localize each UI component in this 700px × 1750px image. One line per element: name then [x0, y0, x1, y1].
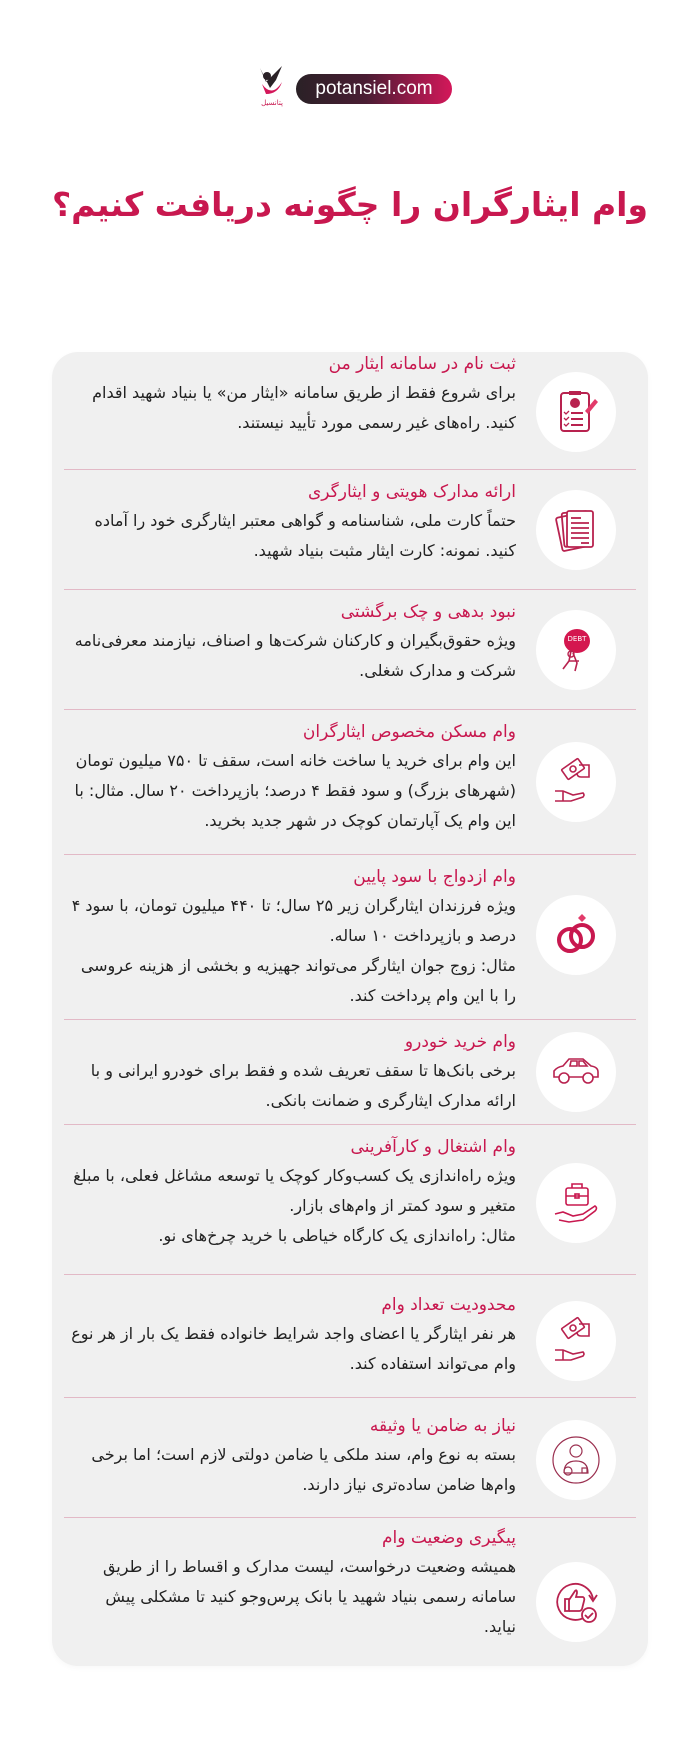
item-title: نیاز به ضامن یا وثیقه — [369, 1416, 516, 1436]
list-item-housing-loan — [52, 710, 648, 855]
list-item-guarantor — [52, 1398, 648, 1518]
loan-steps-card — [52, 352, 648, 1666]
item-title: وام ازدواج با سود پایین — [353, 867, 516, 887]
guarantor-person-icon — [536, 1420, 616, 1500]
item-title: نبود بدهی و چک برگشتی — [340, 602, 516, 622]
item-example: مثال: زوج جوان ایثارگر می‌تواند جهیزیه و بخشی از هزینه عروسی را با این وام پرداخت کند. — [80, 956, 516, 1005]
documents-icon — [536, 490, 616, 570]
brand-header — [0, 62, 700, 112]
potansiel-logo-icon — [252, 64, 292, 108]
list-item-car-loan — [52, 1020, 648, 1125]
list-item-no-debt — [52, 590, 648, 710]
item-title: ثبت نام در سامانه ایثار من — [328, 354, 516, 374]
svg-text:پتانسیل: پتانسیل — [261, 99, 283, 107]
item-title: وام مسکن مخصوص ایثارگران — [302, 722, 516, 742]
item-body: هر نفر ایثارگر یا اعضای واجد شرایط خانواده فقط یک بار از هر نوع وام می‌تواند استفاده کند. — [71, 1324, 516, 1373]
item-example: مثال: راه‌اندازی یک کارگاه خیاطی با خرید چرخ‌های نو. — [158, 1226, 516, 1245]
item-body: ویژه راه‌اندازی یک کسب‌وکار کوچک یا توسعه مشاغل فعلی، با مبلغ متغیر و سود کمتر از وام‌های بازار. — [73, 1166, 516, 1215]
item-title: وام خرید خودرو — [404, 1032, 516, 1052]
site-url-badge[interactable]: potansiel.com — [296, 74, 452, 104]
briefcase-hand-icon — [536, 1163, 616, 1243]
list-item-loan-limit — [52, 1275, 648, 1398]
item-body: ویژه حقوق‌بگیران و کارکنان شرکت‌ها و اصناف، نیازمند معرفی‌نامه شرکت و مدارک شغلی. — [74, 631, 516, 680]
item-body: این وام برای خرید یا ساخت خانه است، سقف تا ۷۵۰ میلیون تومان (شهرهای بزرگ) و سود فقط ۴ درصد؛ بازپرداخت ۲۰ سال. مثال: با این وام یک آپارتمان کوچک در شهر جدید بخرید. — [74, 751, 516, 830]
item-body: بسته به نوع وام، سند ملکی یا ضامن دولتی لازم است؛ اما برخی وام‌ها ضامن ساده‌تری نیاز دارند. — [91, 1445, 516, 1494]
list-item-employment-loan — [52, 1125, 648, 1275]
item-body: برای شروع فقط از طریق سامانه «ایثار من» یا بنیاد شهید اقدام کنید. راه‌های غیر رسمی مورد تأیید نیستند. — [92, 383, 516, 432]
item-title: ارائه مدارک هویتی و ایثارگری — [307, 482, 516, 502]
list-item-documents — [52, 470, 648, 590]
debt-burden-icon — [536, 610, 616, 690]
item-body: حتماً کارت ملی، شناسنامه و گواهی معتبر ایثارگری خود را آماده کنید. نمونه: کارت ایثار مثبت بنیاد شهید. — [94, 511, 516, 560]
wedding-rings-icon — [536, 895, 616, 975]
item-title: وام اشتغال و کارآفرینی — [350, 1137, 516, 1157]
car-icon — [536, 1032, 616, 1112]
item-body: ویژه فرزندان ایثارگران زیر ۲۵ سال؛ تا ۴۴۰ میلیون تومان، با سود ۴ درصد و بازپرداخت ۱۰ ساله. — [71, 896, 516, 945]
page-title: وام ایثارگران را چگونه دریافت کنیم؟ — [52, 185, 648, 224]
checklist-clipboard-icon — [536, 372, 616, 452]
list-item-marriage-loan — [52, 855, 648, 1020]
item-body: همیشه وضعیت درخواست، لیست مدارک و اقساط را از طریق سامانه رسمی بنیاد شهید یا بانک پرس‌وجو کنید تا مشکلی پیش نیاید. — [102, 1557, 516, 1636]
list-item-register — [52, 352, 648, 470]
money-hand-icon — [536, 1301, 616, 1381]
money-hand-icon — [536, 742, 616, 822]
item-body: برخی بانک‌ها تا سقف تعریف شده و فقط برای خودرو ایرانی و با ارائه مدارک ایثارگری و ضمانت بانکی. — [90, 1061, 516, 1110]
svg-text:DEBT: DEBT — [567, 635, 587, 643]
list-item-loan-tracking — [52, 1518, 648, 1666]
item-title: محدودیت تعداد وام — [381, 1295, 516, 1315]
item-title: پیگیری وضعیت وام — [382, 1528, 516, 1548]
thumbs-up-check-icon — [536, 1562, 616, 1642]
